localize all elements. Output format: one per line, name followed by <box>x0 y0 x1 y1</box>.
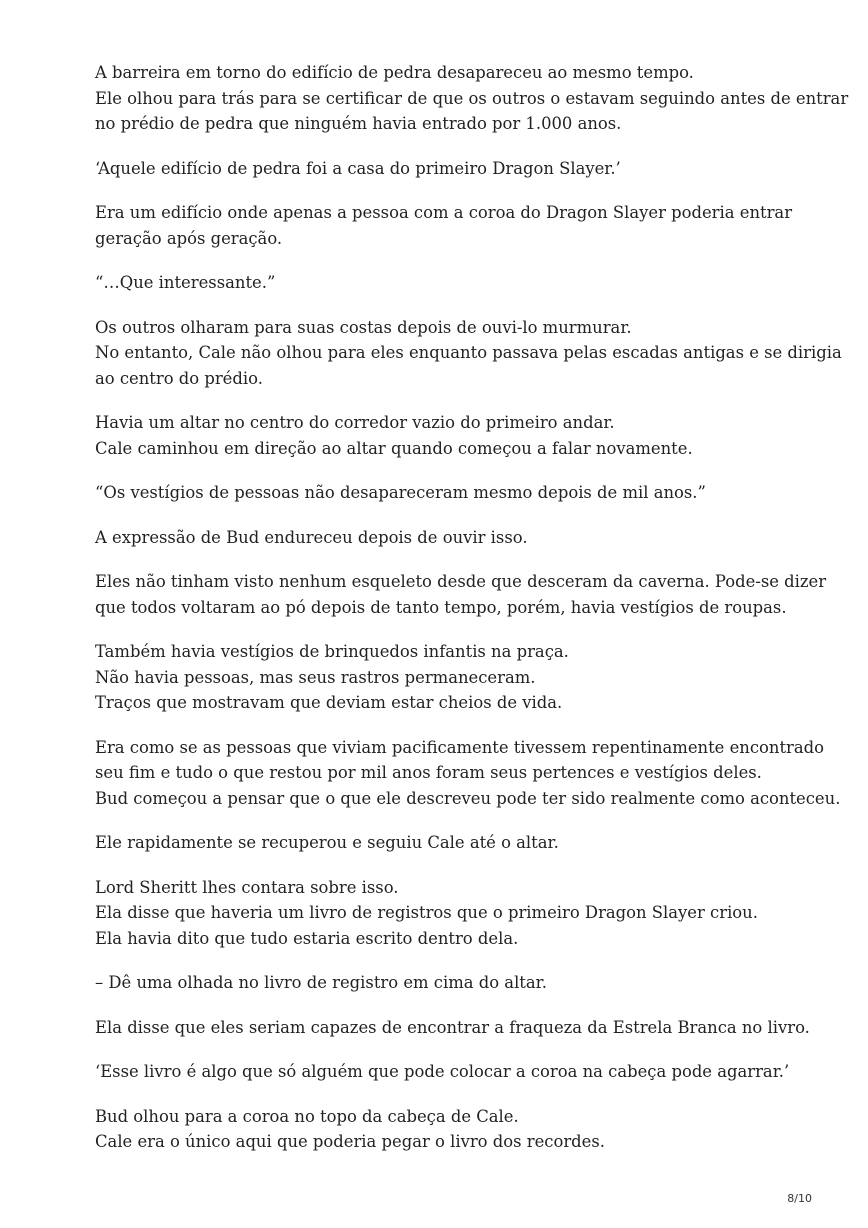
paragraph <box>95 639 815 716</box>
text-line: Ele rapidamente se recuperou e seguiu Cale até o altar. <box>95 833 559 852</box>
paragraph <box>95 480 815 506</box>
text-line: Ela disse que haveria um livro de registros que o primeiro Dragon Slayer criou. <box>95 903 758 922</box>
paragraph <box>95 1015 815 1041</box>
paragraph <box>95 1059 815 1085</box>
paragraph <box>95 200 815 251</box>
paragraph <box>95 156 815 182</box>
text-line: ao centro do prédio. <box>95 368 263 388</box>
text-line: No entanto, Cale não olhou para eles enquanto passava pelas escadas antigas e se dirigia <box>95 343 842 362</box>
paragraph <box>95 735 841 812</box>
text-line: Ela havia dito que tudo estaria escrito dentro dela. <box>95 928 519 948</box>
text-line: Bud olhou para a coroa no topo da cabeça de Cale. <box>95 1106 519 1126</box>
text-line: – Dê uma olhada no livro de registro em cima do altar. <box>95 973 547 992</box>
page-number: 8/10 <box>787 1192 812 1205</box>
paragraph <box>95 830 815 856</box>
text-line: A barreira em torno do edifício de pedra desapareceu ao mesmo tempo. <box>95 63 694 82</box>
paragraph <box>95 315 842 392</box>
text-line: Lord Sheritt lhes contara sobre isso. <box>95 877 399 897</box>
paragraph <box>95 875 815 952</box>
paragraph <box>95 569 827 620</box>
text-line: Ela disse que eles seriam capazes de encontrar a fraqueza da Estrela Branca no livro. <box>95 1017 810 1037</box>
text-line: “…Que interessante.” <box>95 273 276 292</box>
text-line: Cale era o único aqui que poderia pegar o livro dos recordes. <box>95 1132 605 1151</box>
paragraph <box>95 60 849 137</box>
text-line: geração após geração. <box>95 228 283 248</box>
paragraph <box>95 525 815 551</box>
text-line: Havia um altar no centro do corredor vazio do primeiro andar. <box>95 413 615 432</box>
text-line: Eles não tinham visto nenhum esqueleto desde que desceram da caverna. Pode-se dizer <box>95 572 827 591</box>
text-line: seu fim e tudo o que restou por mil anos foram seus pertences e vestígios deles. <box>95 763 762 782</box>
text-line: A expressão de Bud endureceu depois de ouvir isso. <box>95 527 528 547</box>
text-line: Traços que mostravam que deviam estar cheios de vida. <box>95 693 563 712</box>
text-line: Bud começou a pensar que o que ele descreveu pode ter sido realmente como aconteceu. <box>95 788 841 808</box>
text-line: Era um edifício onde apenas a pessoa com a coroa do Dragon Slayer poderia entrar <box>95 203 793 222</box>
text-line: Não havia pessoas, mas seus rastros permaneceram. <box>95 667 536 687</box>
paragraph <box>95 410 815 461</box>
text-line: Os outros olharam para suas costas depois de ouvi-lo murmurar. <box>95 317 632 337</box>
text-line: ‘Esse livro é algo que só alguém que pode colocar a coroa na cabeça pode agarrar.’ <box>95 1062 790 1081</box>
text-line: no prédio de pedra que ninguém havia entrado por 1.000 anos. <box>95 114 622 133</box>
text-line: “Os vestígios de pessoas não desapareceram mesmo depois de mil anos.” <box>95 483 706 502</box>
document-body <box>95 60 849 1174</box>
text-line: Ele olhou para trás para se certificar de que os outros o estavam seguindo antes de entrar <box>95 88 849 108</box>
paragraph <box>95 270 815 296</box>
text-line: Cale caminhou em direção ao altar quando começou a falar novamente. <box>95 438 693 458</box>
text-line: ‘Aquele edifício de pedra foi a casa do primeiro Dragon Slayer.’ <box>95 158 621 178</box>
text-line: que todos voltaram ao pó depois de tanto tempo, porém, havia vestígios de roupas. <box>95 597 787 617</box>
paragraph <box>95 970 815 996</box>
text-line: Era como se as pessoas que viviam pacificamente tivessem repentinamente encontrado <box>95 737 825 757</box>
text-line: Também havia vestígios de brinquedos infantis na praça. <box>95 642 569 661</box>
paragraph <box>95 1104 815 1155</box>
